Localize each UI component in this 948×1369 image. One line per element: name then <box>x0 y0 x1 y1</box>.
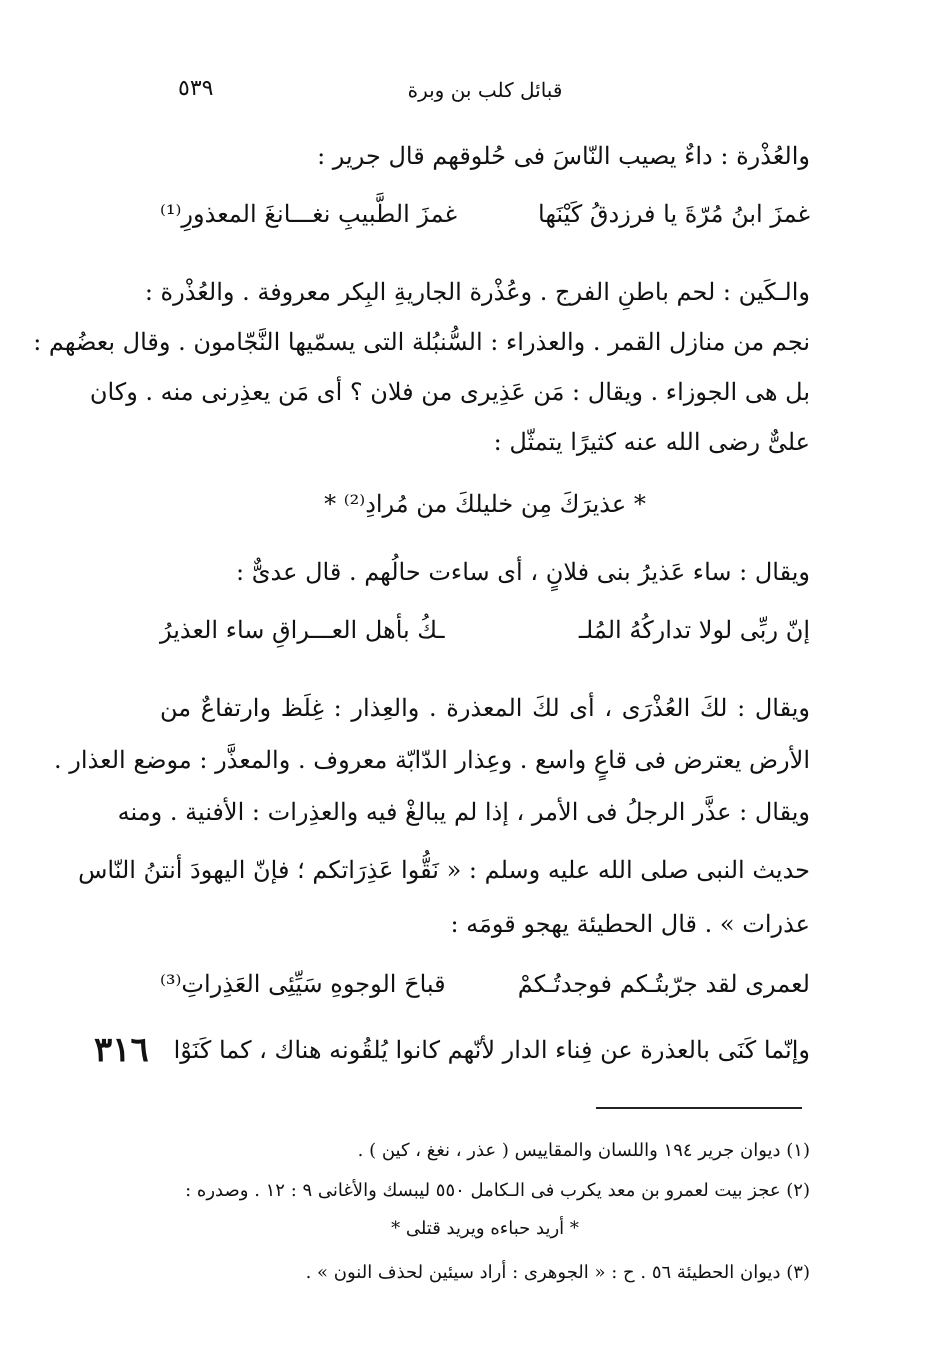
text-line: ويقال : عذَّر الرجلُ فى الأمر ، إذا لم يبالغْ فيه والعذِرات : الأفنية . ومنه <box>117 798 810 826</box>
text-line: بل هى الجوزاء . ويقال : مَن عَذِيرى من فلان ؟ أى مَن يعذِرنى منه . وكان <box>89 378 810 406</box>
footnote-divider <box>596 1107 802 1109</box>
text-line: نجم من منازل القمر . والعذراء : السُّنبُلة التى يسمّيها النَّجّامون . وقال بعضُهم : <box>33 328 810 356</box>
verse-hemistich-first: غمزَ ابنُ مُرّةَ يا فرزدقُ كَيْنَها <box>538 200 810 228</box>
text-line: حديث النبى صلى الله عليه وسلم : « نَقُّوا عَذِرَاتكم ؛ فإنّ اليهودَ أنتنُ النّاس <box>78 856 810 884</box>
verse-line <box>160 610 810 650</box>
verse-line <box>160 964 810 1004</box>
footnote: (١) ديوان جرير ١٩٤ واللسان والمقاييس ( عذر ، نغغ ، كين ) . <box>357 1140 810 1161</box>
verse-hemistich-first: إنّ ربِّى لولا تداركُهُ المُلـ <box>578 616 810 644</box>
running-title: قبائل كلب بن وبرة <box>407 78 563 102</box>
text-line: ويقال : لكَ العُذْرَى ، أى لكَ المعذرة . والعِذار : غِلَظ وارتفاعٌ من <box>160 694 810 722</box>
verse-hemistich-first: لعمرى لقد جرّبتُـكم فوجدتُـكمْ <box>517 970 810 998</box>
text-line: والعُذْرة : داءٌ يصيب النّاسَ فى حُلوقهم قال جرير : <box>317 142 810 170</box>
verse-hemistich-second: قباحَ الوجوهِ سَيِّئِى العَذِراتِ⁽³⁾ <box>160 970 446 998</box>
text-line: والـكَين : لحم باطنِ الفرج . وعُذْرة الجاريةِ البِكر معروفة . والعُذْرة : <box>144 278 810 306</box>
verse-hemistich-second: ـكُ بأهل العـــراقِ ساء العذيرُ <box>160 616 445 644</box>
text-line: وإنّما كَنَى بالعذرة عن فِناء الدار لأنّهم كانوا يُلقُونه هناك ، كما كَنَوْا <box>173 1036 810 1064</box>
footnote-quote: * أريد حباءه ويريد قتلى * <box>391 1218 579 1239</box>
text-line: الأرض يعترض فى قاعٍ واسع . وعِذار الدّابّة معروف . والمعذَّر : موضع العذار . <box>54 746 810 774</box>
text-line: علىٌّ رضى الله عنه كثيرًا يتمثّل : <box>493 428 810 456</box>
text-line: عذرات » . قال الحطيئة يهجو قومَه : <box>450 910 810 938</box>
margin-page-number: ٣١٦ <box>94 1030 149 1070</box>
verse-line <box>160 194 810 234</box>
footnote: (٢) عجز بيت لعمرو بن معد يكرب فى الـكامل ٥٥٠ ليبسك والأغانى ٩ : ١٢ . وصدره : <box>185 1180 810 1201</box>
text-line: ويقال : ساء عَذيرُ بنى فلانٍ ، أى ساءت حالُهم . قال عدىٌّ : <box>236 558 810 586</box>
page-number: ٥٣٩ <box>178 76 214 101</box>
footnote: (٣) ديوان الحطيئة ٥٦ . ح : « الجوهرى : أراد سيئين لحذف النون » . <box>305 1262 810 1283</box>
verse-hemistich-second: غمزَ الطَّبيبِ نغـــانغَ المعذورِ⁽¹⁾ <box>160 200 458 228</box>
quoted-hemistich: * عذيرَكَ مِن خليلكَ من مُرادِ⁽²⁾ * <box>324 490 646 518</box>
